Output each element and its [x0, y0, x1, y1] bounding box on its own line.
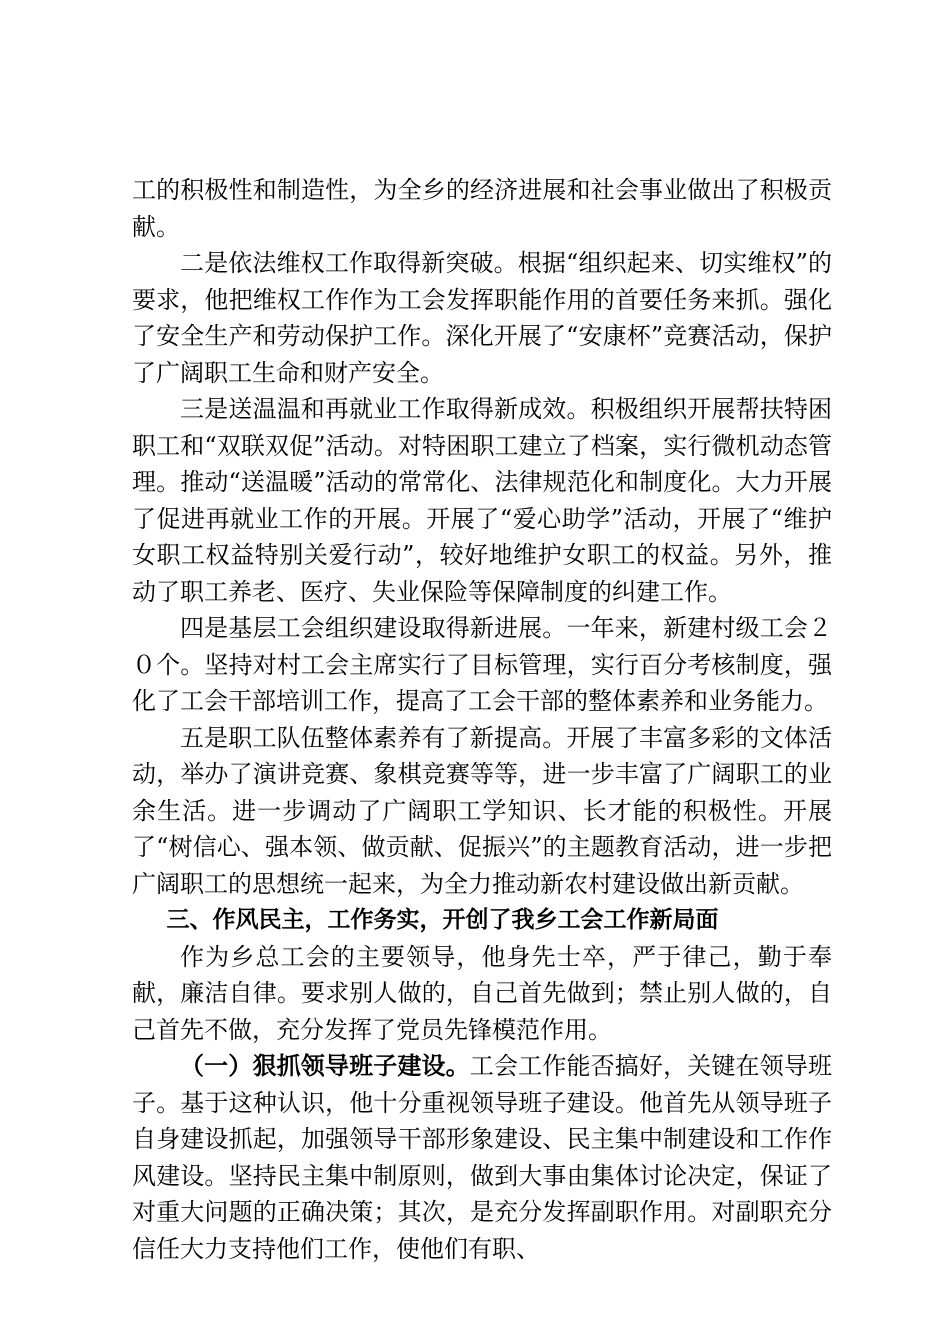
paragraph-grassroots-union: 四是基层工会组织建设取得新进展。一年来，新建村级工会２０个。坚持对村工会主席实行了目标管理，实行百分考核制度，强化了工会干部培训工作，提高了工会干部的整体素养和业务能力。	[132, 614, 832, 715]
leadership-text: 工会工作能否搞好，关键在领导班子。基于这种认识，他十分重视领导班子建设。他首先从领导班子自身建设抓起，加强领导干部形象建设、民主集中制建设和工作作风建设。坚持民主集中制原则，做到大事由集体讨论决定，保证了对重大问题的正确决策；其次，是充分发挥副职作用。对副职充分信任大力支持他们工作，使他们有职、	[132, 1052, 833, 1263]
leadership-subheading: （一）狠抓领导班子建设。	[180, 1052, 470, 1080]
paragraph-continued: 工的积极性和制造性，为全乡的经济进展和社会事业做出了积极贡献。	[132, 176, 832, 241]
section-heading: 三、作风民主，工作务实，开创了我乡工会工作新局面	[166, 907, 719, 933]
document-page	[132, 172, 832, 1267]
paragraph-leadership	[132, 1048, 832, 1267]
paragraph-rights-protection: 二是依法维权工作取得新突破。根据“组织起来、切实维权”的要求，他把维权工作作为工会发挥职能作用的首要任务来抓。强化了安全生产和劳动保护工作。深化开展了“安康杯”竞赛活动，保护了广阔职工生命和财产安全。	[132, 249, 832, 387]
paragraph-workforce-quality: 五是职工队伍整体素养有了新提高。开展了丰富多彩的文体活动，举办了演讲竞赛、象棋竞赛等等，进一步丰富了广阔职工的业余生活。进一步调动了广阔职工学知识、长才能的积极性。开展了“树信心、强本领、做贡献、促振兴”的主题教育活动，进一步把广阔职工的思想统一起来，为全力推动新农村建设做出新贡献。	[132, 723, 832, 898]
paragraph-intro: 作为乡总工会的主要领导，他身先士卒，严于律己，勤于奉献，廉洁自律。要求别人做的，自己首先做到；禁止别人做的，自己首先不做，充分发挥了党员先锋模范作用。	[132, 942, 832, 1044]
paragraph-warmth-reemployment: 三是送温温和再就业工作取得新成效。积极组织开展帮扶特困职工和“双联双促”活动。对特困职工建立了档案，实行微机动态管理。推动“送温暖”活动的常常化、法律规范化和制度化。大力开展了促进再就业工作的开展。开展了“爱心助学”活动，开展了“维护女职工权益特别关爱行动”，较好地维护女职工的权益。另外，推动了职工养老、医疗、失业保险等保障制度的纠建工作。	[132, 395, 832, 606]
